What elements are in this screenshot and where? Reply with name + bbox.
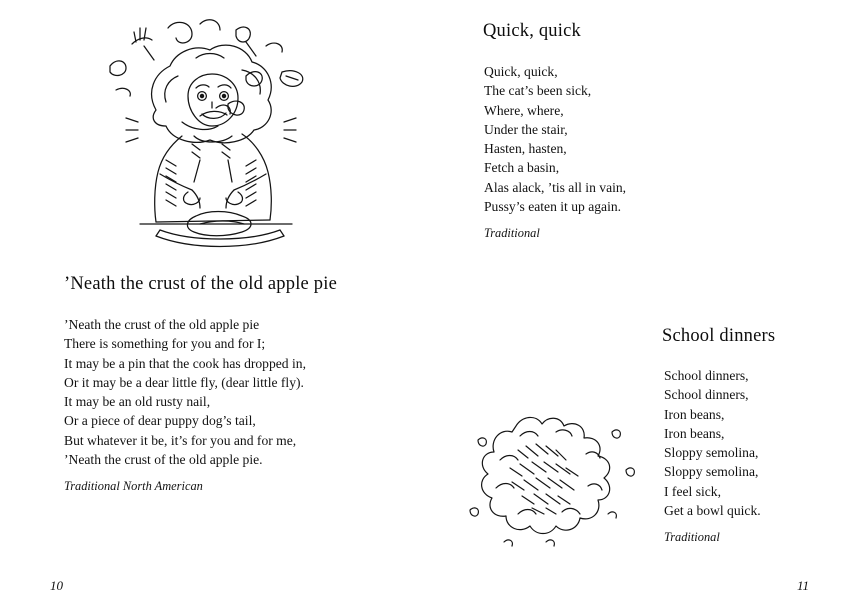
poem-line: School dinners, — [664, 368, 749, 383]
poem-line: It may be an old rusty nail, — [64, 394, 211, 410]
poem-line: ’Neath the crust of the old apple pie. — [64, 452, 263, 468]
poem-line: Iron beans, — [664, 406, 725, 422]
poem-line: Iron beans, — [664, 425, 725, 441]
attribution-quick-quick: Traditional — [484, 226, 540, 240]
poem-body-apple-pie — [64, 315, 414, 469]
poem-line: ’Neath the crust of the old apple pie — [64, 317, 260, 332]
poem-body-quick-quick — [484, 62, 626, 216]
poem-line: Fetch a basin, — [484, 160, 560, 176]
page-title-apple-pie: ’Neath the crust of the old apple pie — [64, 274, 337, 294]
page-number-left: 10 — [50, 578, 63, 593]
poem-line: School dinners, — [664, 387, 749, 403]
poem-line: Under the stair, — [484, 121, 568, 137]
right-page — [428, 0, 855, 608]
poem-line: Or a piece of dear puppy dog’s tail, — [64, 413, 256, 429]
poem-line: Hasten, hasten, — [484, 141, 567, 157]
page-title-school-dinners: School dinners — [662, 326, 776, 346]
poem-line: Where, where, — [484, 102, 564, 118]
boy-eating-apple-pie-illustration — [96, 10, 326, 260]
poem-line: Alas alack, ’tis all in vain, — [484, 179, 627, 195]
poem-line: Pussy’s eaten it up again. — [484, 199, 622, 215]
page-title-quick-quick: Quick, quick — [483, 21, 581, 41]
poem-line: There is something for you and for I; — [64, 336, 266, 352]
poem-line: The cat’s been sick, — [484, 83, 592, 99]
poem-line: It may be a pin that the cook has dropped in, — [64, 355, 306, 371]
sloppy-semolina-splat-illustration — [460, 410, 640, 550]
page-number-right: 11 — [796, 578, 809, 593]
poem-body-school-dinners — [664, 366, 761, 520]
poem-line: I feel sick, — [664, 483, 721, 499]
attribution-apple-pie: Traditional North American — [64, 479, 203, 493]
attribution-school-dinners: Traditional — [664, 530, 720, 544]
poem-line: Sloppy semolina, — [664, 445, 759, 461]
poem-line: But whatever it be, it’s for you and for me, — [64, 432, 297, 448]
poem-line: Sloppy semolina, — [664, 464, 759, 480]
poem-line: Get a bowl quick. — [664, 503, 761, 519]
poem-line: Quick, quick, — [484, 64, 558, 79]
poem-line: Or it may be a dear little fly, (dear little fly). — [64, 374, 304, 390]
